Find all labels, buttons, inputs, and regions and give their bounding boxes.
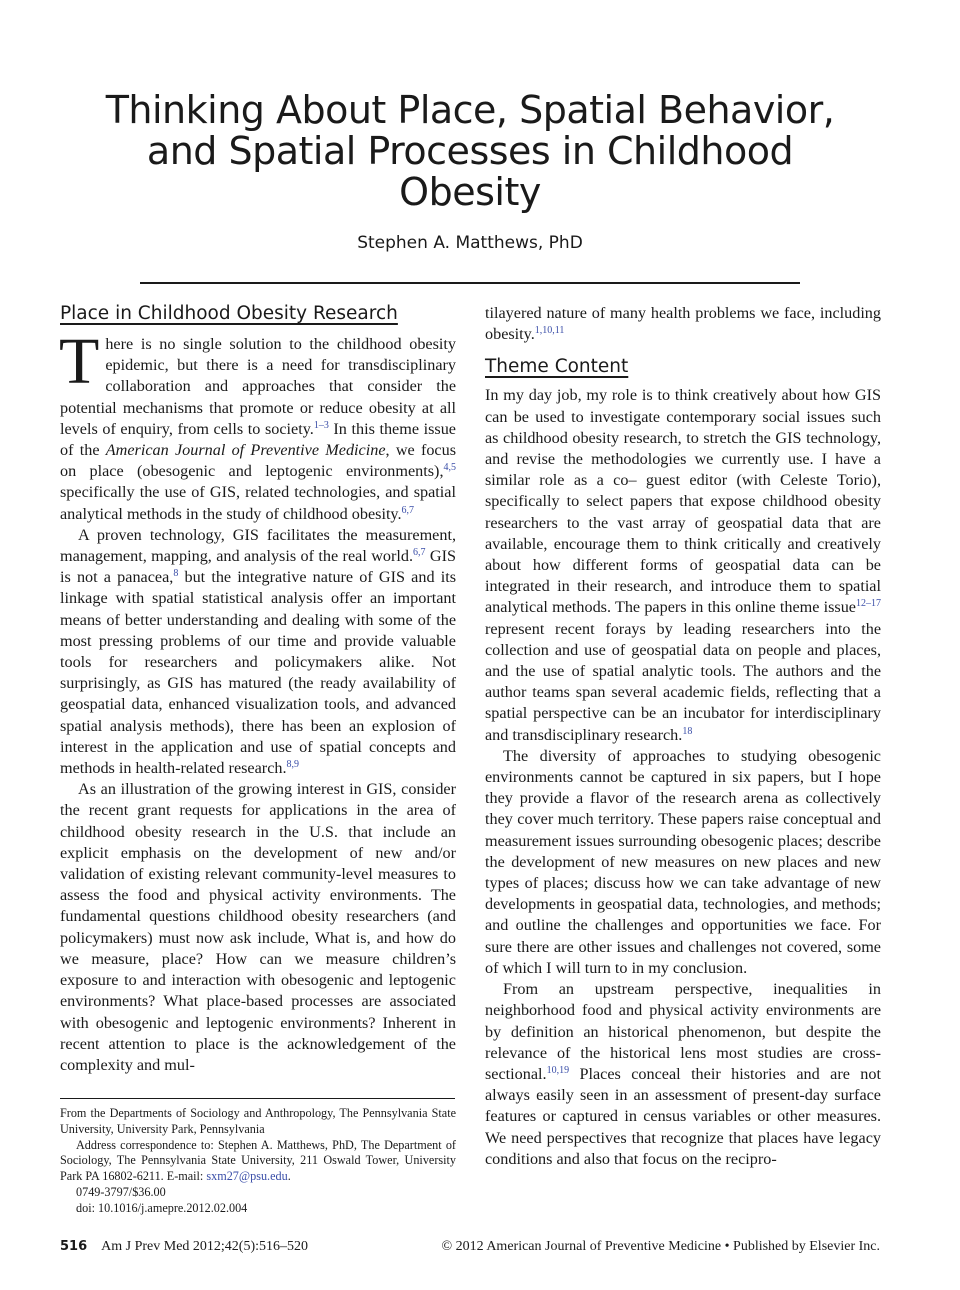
paragraph-text: represent recent forays by leading researchers into the collection and use of geospatial data on people and places, and the use of spatial analytic tools. The authors and the author teams span several academic fields, reflecting that a spatial perspective can be an incubator for interdisciplinary and transdisciplinary research. [485, 619, 881, 744]
paragraph-text: GIS is not a panacea, [60, 547, 457, 587]
paragraph-text: In my day job, my role is to think creatively about how GIS can be used to investigate contemporary social issues such as childhood obesity research, to stretch the GIS technology, and revise the methodologies we currently use. I have a similar role as a co– guest editor (with Celeste Torio), specifically to select papers that expose childhood obesity researchers to the vast array of geospatial data that are available, encourage them to think critically and creatively about how different forms of geospatial data can be integrated in their research, and introduce them to spatial analytical methods. The papers in this online theme issue [485, 386, 881, 617]
citation-ref[interactable]: 6,7 [413, 547, 426, 559]
address-end: . [287, 1169, 291, 1184]
citation-ref[interactable]: 8,9 [286, 759, 300, 771]
footnote-issn: 0749-3797/$36.00 [76, 1184, 166, 1199]
citation-ref[interactable]: 1–3 [313, 419, 329, 431]
citation-ref[interactable]: 18 [682, 725, 693, 737]
paragraph-text: specifically the use of GIS, related technologies, and spatial analytical methods in the study of childhood obesity. [60, 483, 456, 523]
paragraph-text: In this theme issue of the [60, 419, 456, 460]
paragraph-upstream [485, 979, 881, 1170]
paragraph-day-job [485, 385, 881, 745]
journal-citation: Am J Prev Med 2012;42(5):516–520 [101, 1239, 309, 1254]
page-number: 516 [60, 1239, 88, 1254]
page-footer [60, 1239, 880, 1255]
author-name: Stephen A. Matthews, PhD [357, 233, 583, 253]
footnote-affiliation: From the Departments of Sociology and Anthropology, The Pennsylvania State University, University Park, Pennsylvania [60, 1106, 456, 1136]
paragraph-text: Places conceal their histories and are not always easily seen in an assessment of present-day surface features or captured in census variables or other measures. We need perspectives that recognize that places have legacy conditions and also that focus on the recipro- [485, 1064, 881, 1168]
paragraph-gis [60, 525, 456, 779]
left-column [60, 300, 456, 1076]
footnote-doi[interactable]: doi: 10.1016/j.amepre.2012.02.004 [76, 1200, 248, 1215]
citation-ref[interactable]: 8 [173, 568, 179, 580]
citation-ref[interactable]: 6,7 [401, 504, 415, 516]
footnote-address [60, 1138, 456, 1185]
section-heading-place: Place in Childhood Obesity Research [60, 303, 398, 324]
title-divider [140, 282, 800, 284]
citation-ref[interactable]: 1,10,11 [534, 325, 565, 337]
paragraph-text: tilayered nature of many health problems we face, including obesity. [485, 304, 881, 344]
paragraph-continued [485, 303, 881, 345]
paragraph-text: here is no single solution to the childhood obesity epidemic, but there is a need for transdisciplinary collaboration and approaches that consider the potential mechanisms that promote or reduce obesity at all levels of enquiry, from cells to society. [60, 335, 456, 438]
copyright-notice: © 2012 American Journal of Preventive Medicine • Published by Elsevier Inc. [441, 1239, 880, 1254]
email-link[interactable]: sxm27@psu.edu [206, 1169, 288, 1184]
footnotes [60, 1106, 456, 1217]
paragraph-text: A proven technology, GIS facilitates the measurement, management, mapping, and analysis of the real world. [60, 525, 456, 566]
paragraph-diversity: The diversity of approaches to studying obesogenic environments cannot be captured in six papers, but I hope they provide a flavor of the research arena as collectively they cover much territory. These papers raise conceptual and measurement issues surrounding obesogenic places; describe the development of new measures on new places and new types of places; discuss how we can take advantage of new developments in geospatial data, technologies, and methods; and outline the challenges and opportunities we face. For sure there are other issues and challenges not covered, some of which I will turn to in my conclusion. [485, 746, 881, 977]
drop-cap: T [59, 325, 100, 398]
article-title: Thinking About Place, Spatial Behavior, and Spatial Processes in Childhood Obesity [105, 88, 835, 214]
section-heading-theme: Theme Content [485, 356, 629, 378]
right-column [485, 303, 881, 1170]
paragraph-illustration: As an illustration of the growing interest in GIS, consider the recent grant requests for applications in the area of childhood obesity research in the U.S. that include an explicit emphasis on the development of new and/or validation of existing relevant community-level measures to assess the food and physical activity environments. The fundamental questions childhood obesity researchers (and policymakers) must now ask include, What is, and how do we measure, place? How can we measure children’s exposure to and interaction with obesogenic and leptogenic environments? What place-based processes are associated with obesogenic and leptogenic environments? Inherent in recent attention to place is the acknowledgement of the complexity and mul- [60, 780, 456, 1074]
address-text: Address correspondence to: Stephen A. Matthews, PhD, The Department of Sociology, The Pennsylvania State University, 211 Oswald Tower, University Park PA 16802-6211. E-mail: [60, 1137, 456, 1184]
citation-ref[interactable]: 10,19 [546, 1064, 570, 1076]
footnote-divider [60, 1098, 455, 1099]
citation-ref[interactable]: 12–17 [856, 598, 881, 610]
paragraph-text: From an upstream perspective, inequalities in neighborhood food and physical activity environments are by definition an historical phenomenon, but despite the relevance of the historical lens most studies are cross-sectional. [485, 980, 881, 1083]
paragraph-text: , we focus on place (obesogenic and leptogenic environments), [60, 441, 457, 481]
journal-name: American Journal of Preventive Medicine [105, 441, 386, 460]
paragraph-text: but the integrative nature of GIS and its linkage with spatial statistical analysis offer an important means of better understanding and dealing with some of the most pressing problems of our time and provide valuable tools for researchers and policymakers alike. Not surprisingly, as GIS has matured (the ready availability of geospatial data, enhanced visualization tools, and advanced spatial analysis methods), there has been an explosion of interest in the application and use of spatial concepts and methods in health-related research. [60, 568, 457, 778]
paragraph-intro [59, 325, 457, 525]
citation-ref[interactable]: 4,5 [443, 462, 456, 474]
